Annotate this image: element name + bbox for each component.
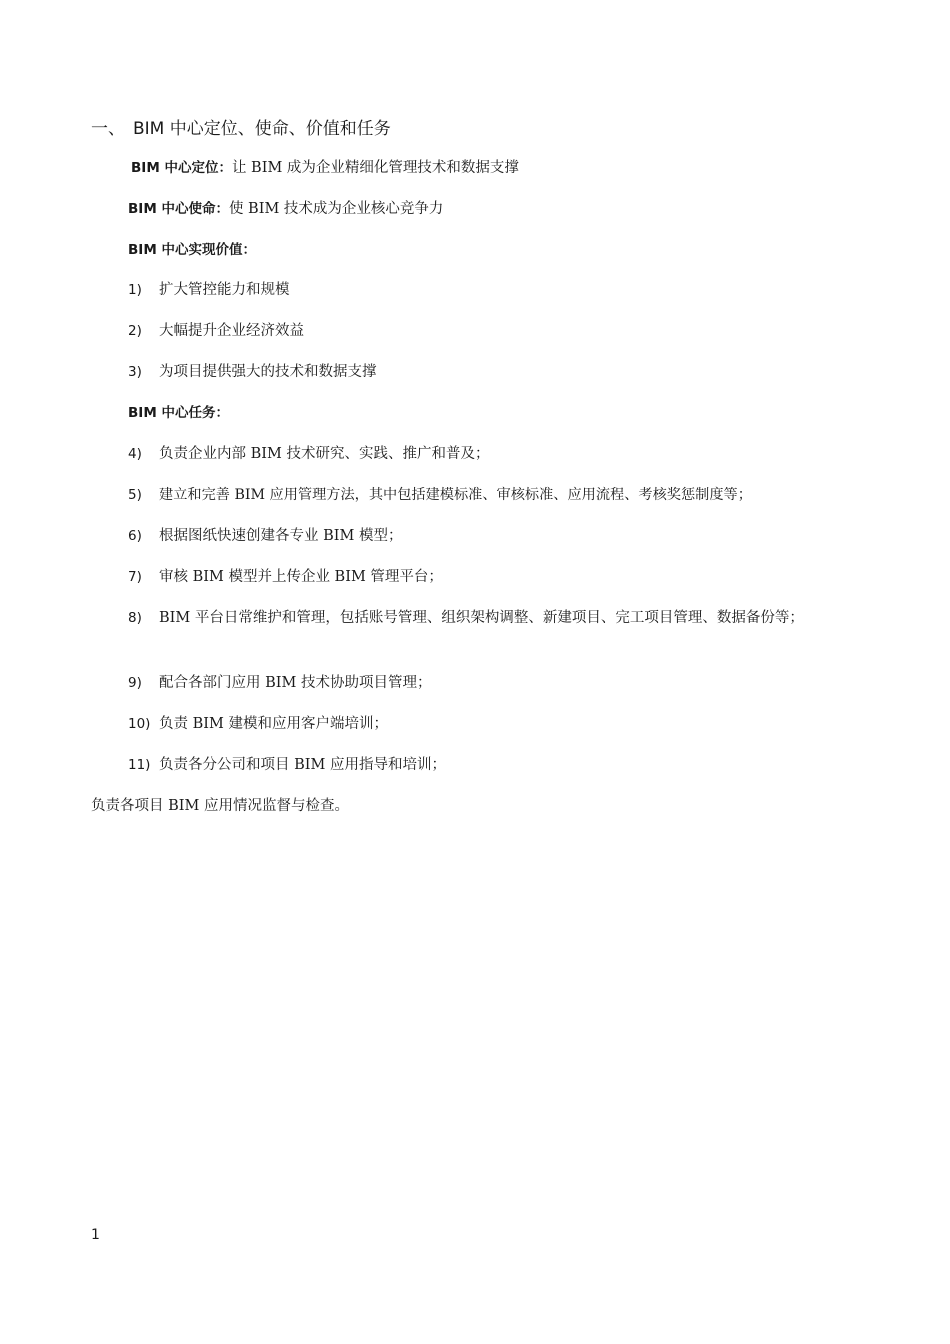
list-item — [128, 671, 868, 696]
list-text: 为项目提供强大的技术和数据支撑 — [159, 364, 377, 380]
list-text: BIM 平台日常维护和管理，包括账号管理、组织架构调整、新建项目、完工项目管理、数据备份等； — [159, 610, 804, 626]
list-text: 负责企业内部 BIM 技术研究、实践、推广和普及； — [159, 446, 490, 462]
list-text: 根据图纸快速创建各专业 BIM 模型； — [159, 528, 403, 544]
list-number: 8) — [128, 610, 142, 626]
mission-text: 使 BIM 技术成为企业核心竞争力 — [228, 201, 444, 217]
closing-paragraph: 负责各项目 BIM 应用情况监督与检查。 — [91, 798, 349, 814]
section-number: 一、 — [91, 119, 125, 139]
list-text: 大幅提升企业经济效益 — [159, 323, 304, 339]
list-number: 7) — [128, 569, 142, 585]
list-item — [128, 319, 868, 344]
list-number: 9) — [128, 675, 142, 691]
tasks-heading — [128, 403, 229, 423]
list-text: 审核 BIM 模型并上传企业 BIM 管理平台； — [159, 569, 443, 585]
positioning-paragraph — [131, 158, 519, 178]
positioning-label: BIM 中心定位： — [131, 160, 232, 176]
list-item — [128, 753, 868, 778]
list-item — [128, 442, 868, 467]
tasks-heading-label: BIM 中心任务： — [128, 405, 229, 421]
values-heading — [128, 240, 256, 260]
list-text: 负责 BIM 建模和应用客户端培训； — [159, 716, 388, 732]
list-text: 建立和完善 BIM 应用管理方法，其中包括建模标准、审核标准、应用流程、考核奖惩制度等； — [159, 487, 752, 503]
list-text: 负责各分公司和项目 BIM 应用指导和培训； — [159, 757, 446, 773]
list-number: 10) — [128, 716, 151, 732]
list-text: 扩大管控能力和规模 — [159, 282, 290, 298]
values-heading-label: BIM 中心实现价值： — [128, 242, 256, 258]
list-item — [128, 712, 868, 737]
list-item — [128, 278, 868, 303]
section-heading — [91, 114, 391, 139]
list-item — [128, 360, 868, 385]
mission-paragraph — [128, 199, 443, 219]
list-number: 2) — [128, 323, 142, 339]
positioning-text: 让 BIM 成为企业精细化管理技术和数据支撑 — [231, 160, 519, 176]
list-item — [128, 524, 868, 549]
list-number: 4) — [128, 446, 142, 462]
page-number: 1 — [91, 1227, 100, 1243]
section-title: BIM 中心定位、使命、价值和任务 — [133, 119, 391, 139]
list-item — [128, 565, 868, 590]
list-text: 配合各部门应用 BIM 技术协助项目管理； — [159, 675, 432, 691]
list-number: 3) — [128, 364, 142, 380]
list-number: 6) — [128, 528, 142, 544]
list-item — [128, 606, 868, 631]
list-number: 5) — [128, 487, 142, 503]
list-number: 11) — [128, 757, 151, 773]
mission-label: BIM 中心使命： — [128, 201, 229, 217]
list-number: 1) — [128, 282, 142, 298]
list-item — [128, 483, 868, 508]
